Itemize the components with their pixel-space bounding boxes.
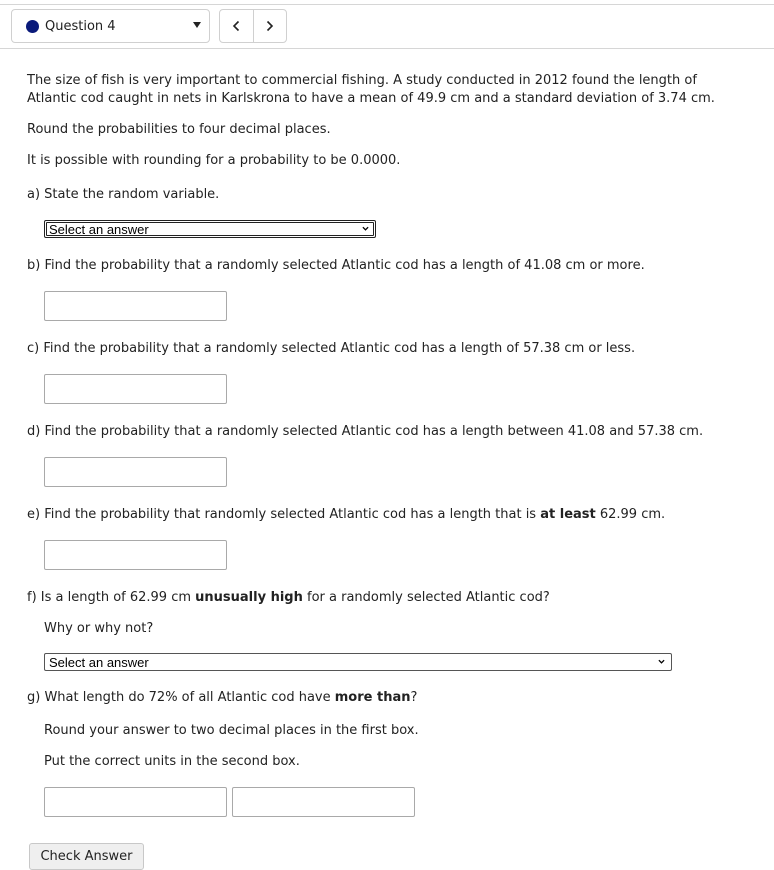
part-b-prompt: b) Find the probability that a randomly selected Atlantic cod has a length of 41.08 cm or more. [27, 258, 645, 273]
part-a-prompt: a) State the random variable. [27, 187, 220, 202]
part-g-emphasis: more than [334, 690, 411, 705]
zero-note: It is possible with rounding for a probability to be 0.0000. [27, 153, 401, 168]
part-e-text-start: e) Find the probability that randomly selected Atlantic cod has a length that is [27, 507, 541, 522]
intro-paragraph: The size of fish is very important to commercial fishing. A study conducted in 2012 found the length of Atlantic cod caught in nets in Karlskrona to have a mean of 49.9 cm and a standard deviation of 3.74 cm. [27, 73, 715, 106]
part-g-round-note: Round your answer to two decimal places in the first box. [44, 723, 419, 738]
rounding-note: Round the probabilities to four decimal places. [27, 122, 331, 137]
part-g-units-note: Put the correct units in the second box. [44, 754, 300, 769]
part-e-text-end: 62.99 cm. [595, 507, 666, 522]
part-e-emphasis: at least [540, 507, 596, 522]
chevron-down-icon [658, 658, 665, 665]
chevron-down-icon [362, 225, 369, 232]
part-d-prompt: d) Find the probability that a randomly selected Atlantic cod has a length between 41.08 and 57.38 cm. [27, 424, 704, 439]
question-nav [219, 9, 287, 43]
part-g-length-input[interactable] [44, 787, 227, 817]
unusual-reason-select[interactable] [44, 653, 672, 671]
question-selector[interactable] [11, 9, 210, 43]
part-f-why-prompt: Why or why not? [44, 621, 154, 636]
part-f-text-start: f) Is a length of 62.99 cm [27, 590, 196, 605]
question-status-dot [26, 20, 39, 33]
part-f-emphasis: unusually high [195, 590, 303, 605]
part-d-answer-input[interactable] [44, 457, 227, 487]
next-question-button[interactable] [253, 10, 287, 42]
question-label: Question 4 [45, 18, 116, 34]
part-g-prompt [27, 689, 417, 707]
chevron-left-icon [232, 20, 241, 32]
part-c-prompt: c) Find the probability that a randomly selected Atlantic cod has a length of 57.38 cm or less. [27, 341, 636, 356]
header-divider [0, 48, 774, 49]
part-b-answer-input[interactable] [44, 291, 227, 321]
random-variable-select[interactable] [44, 220, 376, 238]
unusual-reason-select-value: Select an answer [49, 654, 149, 670]
part-f-prompt [27, 589, 550, 607]
caret-down-icon [193, 22, 201, 28]
part-g-text-end: ? [410, 690, 418, 705]
part-c-answer-input[interactable] [44, 374, 227, 404]
prev-question-button[interactable] [220, 10, 253, 42]
part-g-text-start: g) What length do 72% of all Atlantic cod have [27, 690, 335, 705]
part-e-prompt [27, 506, 665, 524]
check-answer-button[interactable]: Check Answer [29, 843, 144, 870]
part-f-text-end: for a randomly selected Atlantic cod? [302, 590, 550, 605]
chevron-right-icon [265, 20, 274, 32]
part-g-units-input[interactable] [232, 787, 415, 817]
part-e-answer-input[interactable] [44, 540, 227, 570]
top-border [0, 4, 774, 5]
random-variable-select-value: Select an answer [49, 221, 149, 237]
